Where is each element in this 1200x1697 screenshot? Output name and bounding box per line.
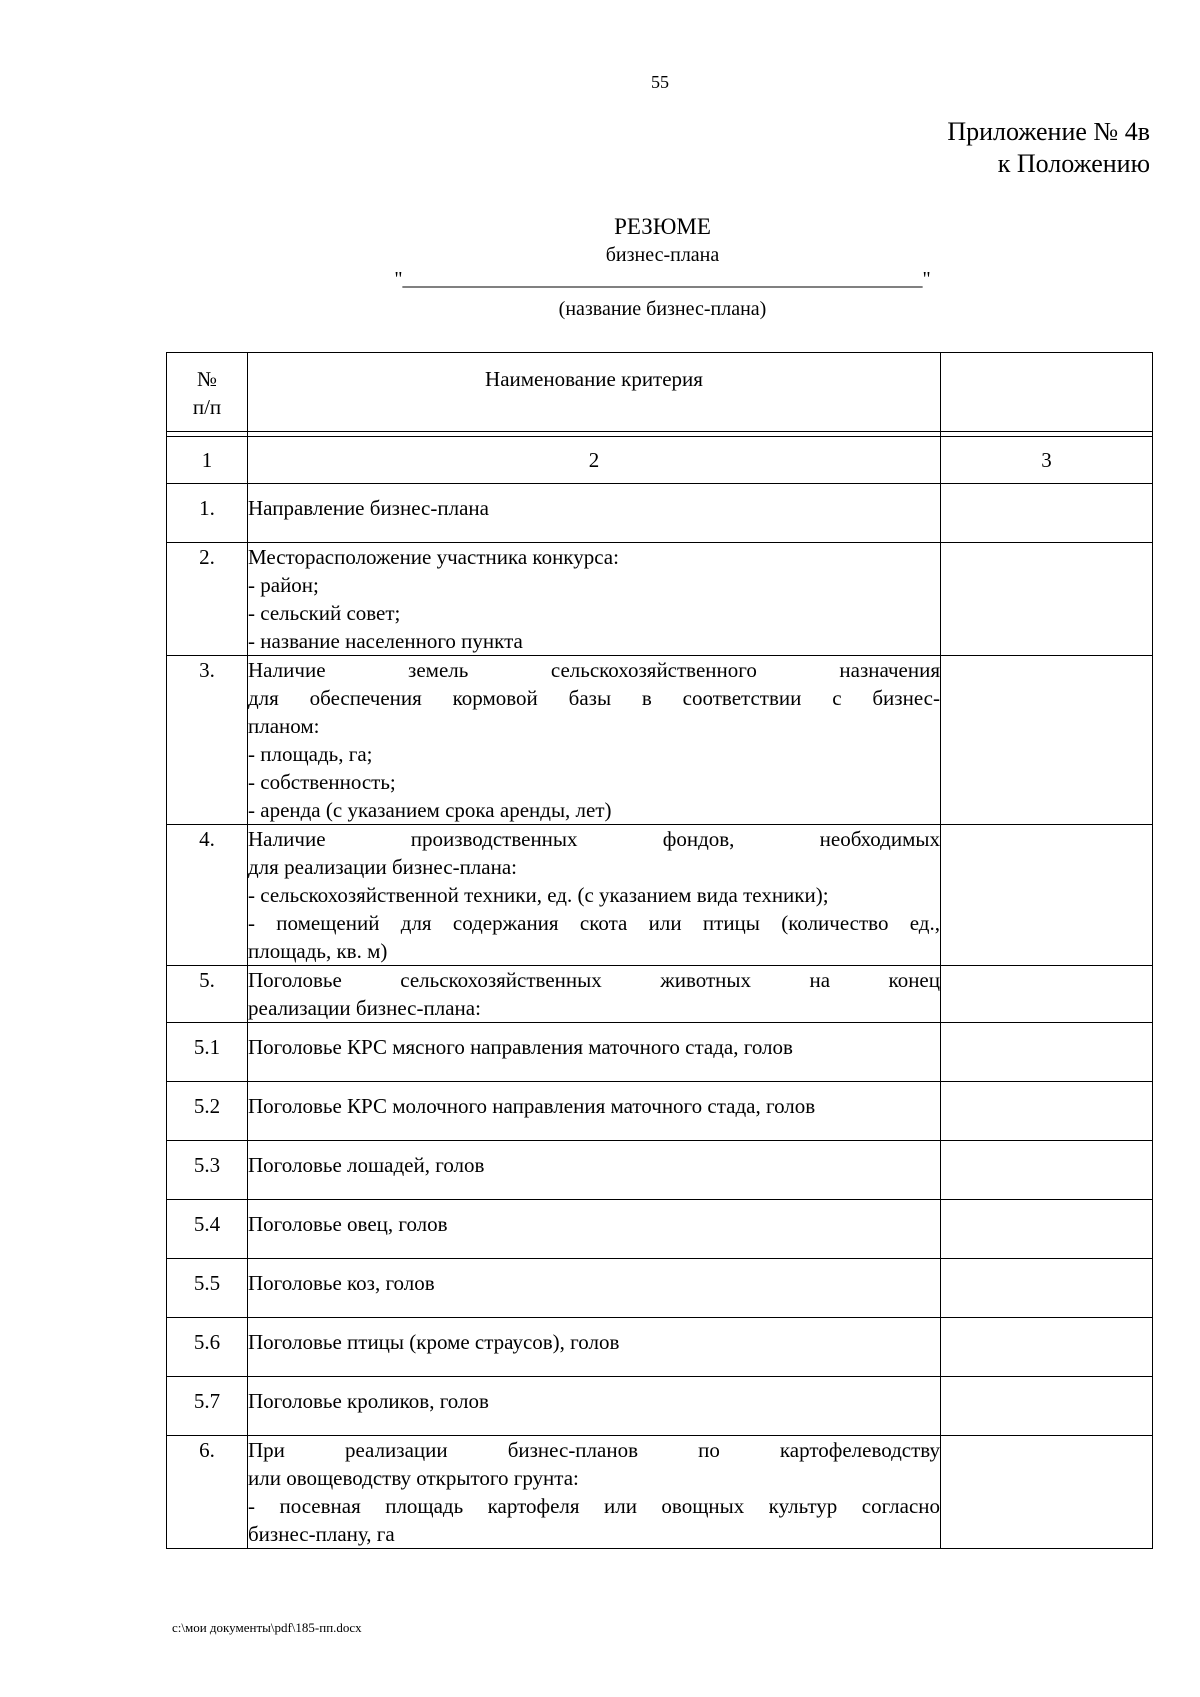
criterion-text-line: - посевная площадь картофеля или овощных культур согласно — [248, 1494, 940, 1518]
criterion-text-line: - сельскохозяйственной техники, ед. (с указанием вида техники); — [248, 883, 829, 907]
row-number-cell: 5.4 — [167, 1200, 248, 1259]
criterion-text-line: Поголовье КРС молочного направления маточного стада, голов — [248, 1094, 816, 1118]
table-row — [167, 825, 1153, 966]
row-criterion-cell — [248, 1141, 941, 1200]
business-plan-name-caption: (название бизнес-плана) — [558, 298, 767, 320]
row-number-cell: 5. — [167, 966, 248, 1023]
row-criterion-cell — [248, 1082, 941, 1141]
footer-file-path: c:\мои документы\pdf\185-пп.docx — [172, 1620, 362, 1635]
document-title: РЕЗЮМЕ — [614, 214, 711, 239]
row-number-cell: 5.2 — [167, 1082, 248, 1141]
row-value-cell[interactable] — [941, 1377, 1153, 1436]
page-number: 55 — [651, 72, 669, 92]
row-value-cell[interactable] — [941, 1023, 1153, 1082]
criterion-text-line: Поголовье лошадей, голов — [248, 1153, 485, 1177]
criterion-text-line: для обеспечения кормовой базы в соответствии с бизнес- — [248, 686, 940, 710]
criterion-text-line: - название населенного пункта — [248, 629, 523, 653]
row-value-cell[interactable] — [941, 1318, 1153, 1377]
row-value-cell[interactable] — [941, 1141, 1153, 1200]
table-row — [167, 1436, 1153, 1549]
row-number-cell: 1. — [167, 484, 248, 543]
criterion-text-line: или овощеводству открытого грунта: — [248, 1466, 579, 1490]
criterion-text-line: Поголовье кроликов, голов — [248, 1389, 489, 1413]
table-row — [167, 1141, 1153, 1200]
header-num-cell — [167, 353, 248, 432]
row-number-cell: 5.1 — [167, 1023, 248, 1082]
header-value-cell — [941, 353, 1153, 432]
document-subtitle: бизнес-плана — [605, 244, 720, 266]
column-index-row — [167, 437, 1153, 484]
criterion-text-line: Наличие земель сельскохозяйственного назначения — [248, 658, 940, 682]
row-criterion-cell — [248, 1200, 941, 1259]
criteria-table — [166, 352, 1153, 1549]
criterion-text-line: - помещений для содержания скота или птицы (количество ед., — [248, 911, 940, 935]
row-number-cell: 5.6 — [167, 1318, 248, 1377]
row-number-cell: 6. — [167, 1436, 248, 1549]
criterion-text-line: - площадь, га; — [248, 742, 373, 766]
row-value-cell[interactable] — [941, 1200, 1153, 1259]
criterion-text-line: Месторасположение участника конкурса: — [248, 545, 619, 569]
criterion-text-line: - собственность; — [248, 770, 396, 794]
criterion-text-line: - сельский совет; — [248, 601, 401, 625]
table-row — [167, 1082, 1153, 1141]
criterion-text-line: Поголовье сельскохозяйственных животных на конец — [248, 968, 940, 992]
row-criterion-cell — [248, 1436, 941, 1549]
row-value-cell[interactable] — [941, 1082, 1153, 1141]
row-criterion-cell — [248, 1377, 941, 1436]
criterion-text-line: Наличие производственных фондов, необходимых — [248, 827, 940, 851]
row-number-cell: 5.3 — [167, 1141, 248, 1200]
row-criterion-cell — [248, 484, 941, 543]
table-row — [167, 656, 1153, 825]
criterion-text-line: - аренда (с указанием срока аренды, лет) — [248, 798, 612, 822]
row-value-cell[interactable] — [941, 656, 1153, 825]
criterion-text-line: для реализации бизнес-плана: — [248, 855, 518, 879]
criterion-text-line: площадь, кв. м) — [248, 939, 388, 963]
row-number-cell: 2. — [167, 543, 248, 656]
table-row — [167, 1377, 1153, 1436]
row-number-cell: 4. — [167, 825, 248, 966]
table-row — [167, 543, 1153, 656]
header-num-abbr: п/п — [192, 395, 222, 419]
row-criterion-cell — [248, 966, 941, 1023]
column-index-1: 1 — [167, 437, 248, 484]
criterion-text-line: Направление бизнес-плана — [248, 496, 489, 520]
table-row — [167, 1023, 1153, 1082]
row-number-cell: 5.5 — [167, 1259, 248, 1318]
row-criterion-cell — [248, 1318, 941, 1377]
row-criterion-cell — [248, 543, 941, 656]
row-value-cell[interactable] — [941, 543, 1153, 656]
criterion-text-line: Поголовье овец, голов — [248, 1212, 448, 1236]
table-row — [167, 1318, 1153, 1377]
criterion-text-line: - район; — [248, 573, 319, 597]
header-num-symbol: № — [196, 367, 218, 391]
appendix-line-1: Приложение № 4в — [947, 117, 1150, 146]
row-number-cell: 5.7 — [167, 1377, 248, 1436]
row-criterion-cell — [248, 825, 941, 966]
criterion-text-line: Поголовье птицы (кроме страусов), голов — [248, 1330, 620, 1354]
row-value-cell[interactable] — [941, 1259, 1153, 1318]
row-value-cell[interactable] — [941, 1436, 1153, 1549]
criterion-text-line: бизнес-плану, га — [248, 1522, 395, 1546]
header-criterion-cell: Наименование критерия — [248, 353, 941, 432]
criterion-text-line: реализации бизнес-плана: — [248, 996, 481, 1020]
business-plan-name-blank: "____________________________________________________" — [394, 268, 931, 290]
criterion-text-line: Поголовье коз, голов — [248, 1271, 435, 1295]
criterion-text-line: При реализации бизнес-планов по картофелеводству — [248, 1438, 940, 1462]
table-row — [167, 484, 1153, 543]
column-index-2: 2 — [248, 437, 941, 484]
appendix-line-2: к Положению — [997, 149, 1150, 178]
row-value-cell[interactable] — [941, 484, 1153, 543]
appendix-note — [947, 116, 1150, 180]
table-row — [167, 966, 1153, 1023]
criterion-text-line: планом: — [248, 714, 320, 738]
column-index-3: 3 — [941, 437, 1153, 484]
row-value-cell[interactable] — [941, 825, 1153, 966]
criterion-text-line: Поголовье КРС мясного направления маточного стада, голов — [248, 1035, 793, 1059]
row-criterion-cell — [248, 1023, 941, 1082]
row-value-cell[interactable] — [941, 966, 1153, 1023]
row-criterion-cell — [248, 656, 941, 825]
table-header-row — [167, 353, 1153, 432]
row-criterion-cell — [248, 1259, 941, 1318]
row-number-cell: 3. — [167, 656, 248, 825]
table-row — [167, 1200, 1153, 1259]
table-row — [167, 1259, 1153, 1318]
